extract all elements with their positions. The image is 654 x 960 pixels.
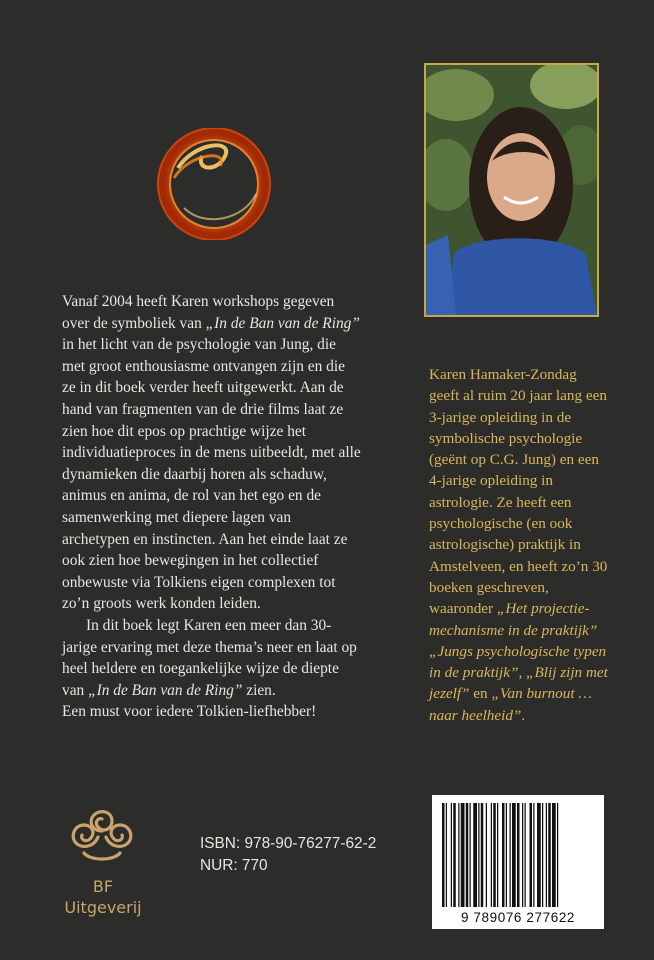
author-photo: [424, 63, 599, 317]
barcode-digits: 9 789076 277622: [460, 910, 576, 925]
book-title-italic: „In de Ban van de Ring”: [205, 314, 360, 332]
barcode-icon: [432, 795, 604, 929]
text-segment: Karen Hamaker-Zondag geeft al ruim 20 jaar lang een 3-jarige opleiding in de symbolische psychologie (geënt op C.G. Jung) en een 4-jarige opleiding in astrologie. Ze heeft een psychologische (en ook astrologische) praktijk in Amstelveen, en heeft zo’n 30 boeken geschreven, waaronder: [429, 366, 608, 618]
bio-paragraph: [429, 364, 609, 726]
isbn-text: ISBN: 978-90-76277-62-2: [200, 835, 377, 852]
book-title-italic: „Het projectie-mechanisme in de praktijk”: [429, 600, 598, 639]
book-title-italic: „Jungs psychologische typen in de praktijk”: [429, 642, 607, 682]
barcode: [432, 795, 604, 929]
text-segment: .: [521, 706, 526, 724]
text-segment: en: [469, 685, 492, 703]
description-paragraph-2: [62, 615, 362, 701]
text-segment: zien.: [242, 681, 276, 699]
description-closing: Een must voor iedere Tolkien-liefhebber!: [62, 703, 317, 721]
author-bio: [429, 364, 609, 726]
publisher-line-2: Uitgeverij: [64, 898, 142, 917]
publisher-name: [58, 876, 148, 918]
text-segment: In dit boek legt Karen een meer dan 30-jarige ervaring met deze thema’s neer en laat op heel heldere en toegankelijke wijze de diepte van: [62, 616, 357, 699]
book-codes: [200, 833, 376, 878]
book-description: [62, 291, 362, 723]
description-paragraph-1: [62, 291, 362, 615]
book-title-italic: „Van burnout … naar heelheid”: [429, 685, 592, 724]
author-portrait-photo: [426, 65, 597, 315]
book-title-italic: „Blij zijn met jezelf”: [429, 664, 608, 703]
fiery-swirl-ring-icon: [144, 128, 284, 240]
text-segment: ,: [518, 664, 527, 682]
nur-text: NUR: 770: [200, 857, 268, 875]
book-title-italic: „In de Ban van de Ring”: [88, 681, 243, 699]
text-segment: in het licht van de psychologie van Jung, die met groot enthousiasme ontvangen zijn en die ze in dit boek verder heeft uitgewerkt. Aan de hand van fragmenten van de drie films laat ze zien hoe dit epos op prachtige wijze het individuatieproces in de mens uitbeeldt, met alle dynamieken die daarbij horen als schaduw, animus en anima, de rol van het ego en de samenwerking met diepere lagen van archetypen en instincten. Aan het einde laat ze ook zien hoe bewegingen in het collectief onbewuste via Tolkiens eigen complexen tot zo’n groots werk konden leiden.: [62, 336, 361, 613]
triskelion-spiral-icon: [62, 797, 142, 869]
publisher-line-1: BF: [92, 877, 114, 896]
text-segment: Vanaf 2004 heeft Karen workshops gegeven over de symboliek van: [62, 293, 335, 332]
